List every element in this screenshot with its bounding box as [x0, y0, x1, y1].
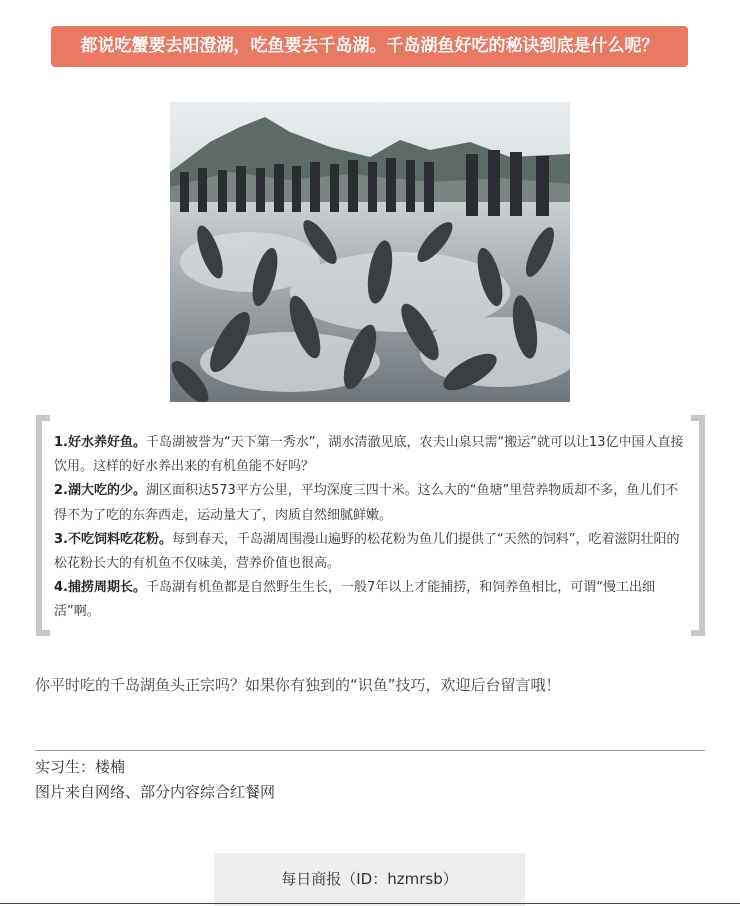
intern-credit: 实习生：楼楠: [35, 758, 126, 776]
tip-text: 湖区面积达573平方公里，平均深度三四十米。这么大的“鱼塘”里营养物质却不多，鱼儿们不得不为了吃的东奔西走，运动量大了，肉质自然细腻鲜嫩。: [54, 483, 679, 523]
tip-item: [54, 576, 686, 624]
image-source-credit: 图片来自网络、部分内容综合红餐网: [35, 783, 276, 801]
section-divider: [35, 750, 705, 751]
tip-item: [54, 479, 686, 527]
article-title-banner: 都说吃蟹要去阳澄湖，吃鱼要去千岛湖。千岛湖鱼好吃的秘诀到底是什么呢？: [51, 26, 688, 67]
tip-heading: 2.湖大吃的少。: [54, 483, 146, 499]
bottom-divider: [0, 903, 740, 904]
right-bracket-decoration: [691, 415, 705, 636]
tip-item: [54, 431, 686, 479]
tip-heading: 3.不吃饲料吃花粉。: [54, 531, 172, 547]
left-bracket-decoration: [36, 415, 50, 636]
tip-text: 千岛湖有机鱼都是自然野生生长，一般7年以上才能捕捞，和饲养鱼相比，可谓“慢工出细活”啊。: [54, 580, 655, 620]
tips-list: [54, 431, 686, 625]
tip-text: 每到春天，千岛湖周围漫山遍野的松花粉为鱼儿们提供了“天然的饲料”，吃着滋阴壮阳的松花粉长大的有机鱼不仅味美，营养价值也很高。: [54, 531, 680, 572]
fish-harvest-photo: [170, 102, 570, 402]
account-footer[interactable]: 每日商报（ID：hzmrsb）: [214, 853, 525, 906]
tip-item: [54, 528, 686, 576]
reader-question: 你平时吃的千岛湖鱼头正宗吗？如果你有独到的“识鱼”技巧，欢迎后台留言哦！: [35, 676, 561, 694]
tip-text: 千岛湖被誉为“天下第一秀水”，湖水清澈见底，农夫山泉只需“搬运”就可以让13亿中国人直接饮用。这样的好水养出来的有机鱼能不好吗？: [54, 435, 684, 475]
tip-heading: 1.好水养好鱼。: [54, 435, 146, 450]
tip-heading: 4.捕捞周期长。: [54, 580, 146, 596]
tips-quote-box: [36, 415, 705, 636]
